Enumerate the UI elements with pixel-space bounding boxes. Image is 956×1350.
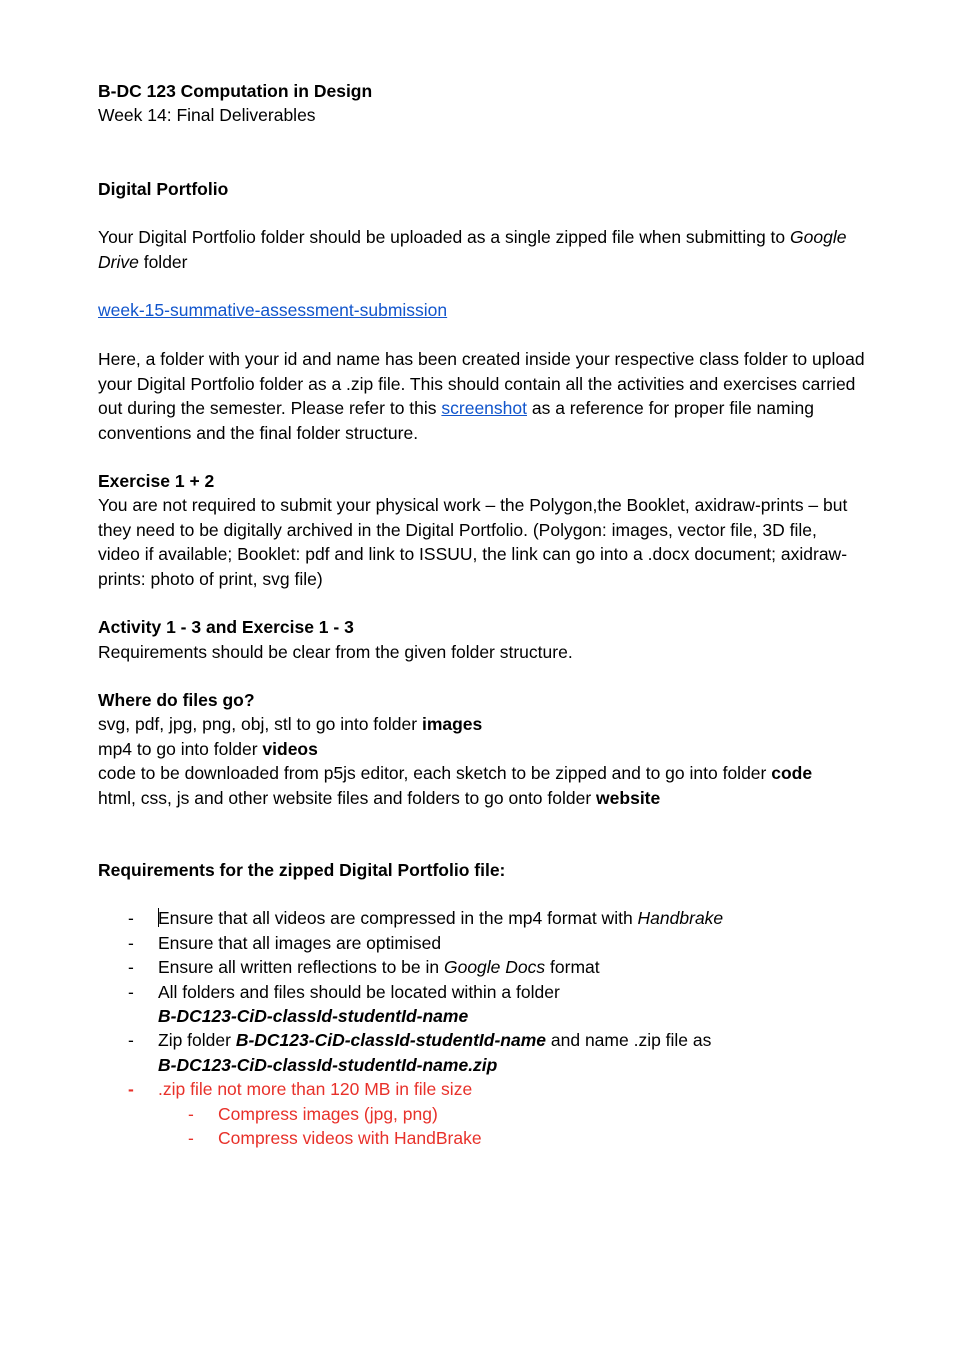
sub-list-item: - Compress videos with HandBrake	[188, 1128, 482, 1148]
week-subtitle: Week 14: Final Deliverables	[98, 105, 316, 126]
list-item: - Ensure that all videos are compressed in the mp4 format with Handbrake	[128, 908, 724, 929]
requirements-heading: Requirements for the zipped Digital Portfolio file:	[98, 859, 506, 880]
list-item: - Ensure all written reflections to be in Google Docs format	[128, 957, 600, 978]
where-files-heading: Where do files go?	[98, 689, 255, 710]
exercise-1-2-heading: Exercise 1 + 2	[98, 471, 215, 492]
exercise-1-2-body: You are not required to submit your physical work – the Polygon,the Booklet, axidraw-prints – but they need to be digitally archived in the Digital Portfolio. (Polygon: images, vector file, 3D file, video if available; Booklet: pdf and link to ISSUU, the link can go into a .docx document; axidraw-prints: photo of print, svg file)	[98, 495, 848, 589]
folder-name: website	[596, 787, 661, 808]
sub-list-item: - Compress images (jpg, png)	[188, 1103, 438, 1124]
folder-name: videos	[262, 738, 318, 759]
folder-name: code	[771, 763, 813, 784]
course-title: B-DC 123 Computation in Design	[98, 81, 373, 101]
screenshot-link[interactable]: screenshot	[441, 398, 527, 419]
folder-name: images	[421, 714, 483, 735]
list-item: - Zip folder B-DC123-CiD-classId-studentId-name and name .zip file as B-DC123-CiD-classId-studentId-name.zip	[128, 1030, 712, 1075]
list-item-size-limit: - .zip file not more than 120 MB in file size	[128, 1079, 473, 1100]
list-item: - Ensure that all images are optimised	[128, 932, 442, 953]
file-rule-line: html, css, js and other website files and folders to go onto folder website	[98, 787, 661, 808]
requirements-list	[98, 906, 878, 1101]
submission-folder-link[interactable]: week-15-summative-assessment-submission	[98, 300, 448, 321]
folder-name-pattern: B-DC123-CiD-classId-studentId-name	[158, 1005, 469, 1026]
digital-portfolio-heading: Digital Portfolio	[98, 178, 229, 199]
compression-sublist	[98, 1102, 878, 1151]
portfolio-instructions: Here, a folder with your id and name has been created inside your respective class folder to upload your Digital Portfolio folder as a .zip file. This should contain all the activities and exercises carried out during the semester. Please refer to this screenshot as a reference for proper file naming conventions and the final folder structure.	[98, 349, 865, 443]
activity-body: Requirements should be clear from the given folder structure.	[98, 641, 573, 662]
file-rule-line: code to be downloaded from p5js editor, each sketch to be zipped and to go into folder code	[98, 763, 813, 784]
activity-heading: Activity 1 - 3 and Exercise 1 - 3	[98, 617, 354, 638]
google-drive-text: Google Drive	[98, 227, 847, 272]
portfolio-intro: Your Digital Portfolio folder should be uploaded as a single zipped file when submitting to Google Drive folder	[98, 227, 847, 272]
file-rule-line: svg, pdf, jpg, png, obj, stl to go into folder images	[98, 714, 483, 735]
list-item: - All folders and files should be located within a folder B-DC123-CiD-classId-studentId-name	[128, 981, 560, 1026]
document-page	[98, 79, 878, 1150]
file-rule-line: mp4 to go into folder videos	[98, 738, 318, 759]
zip-name-pattern: B-DC123-CiD-classId-studentId-name.zip	[158, 1054, 498, 1075]
